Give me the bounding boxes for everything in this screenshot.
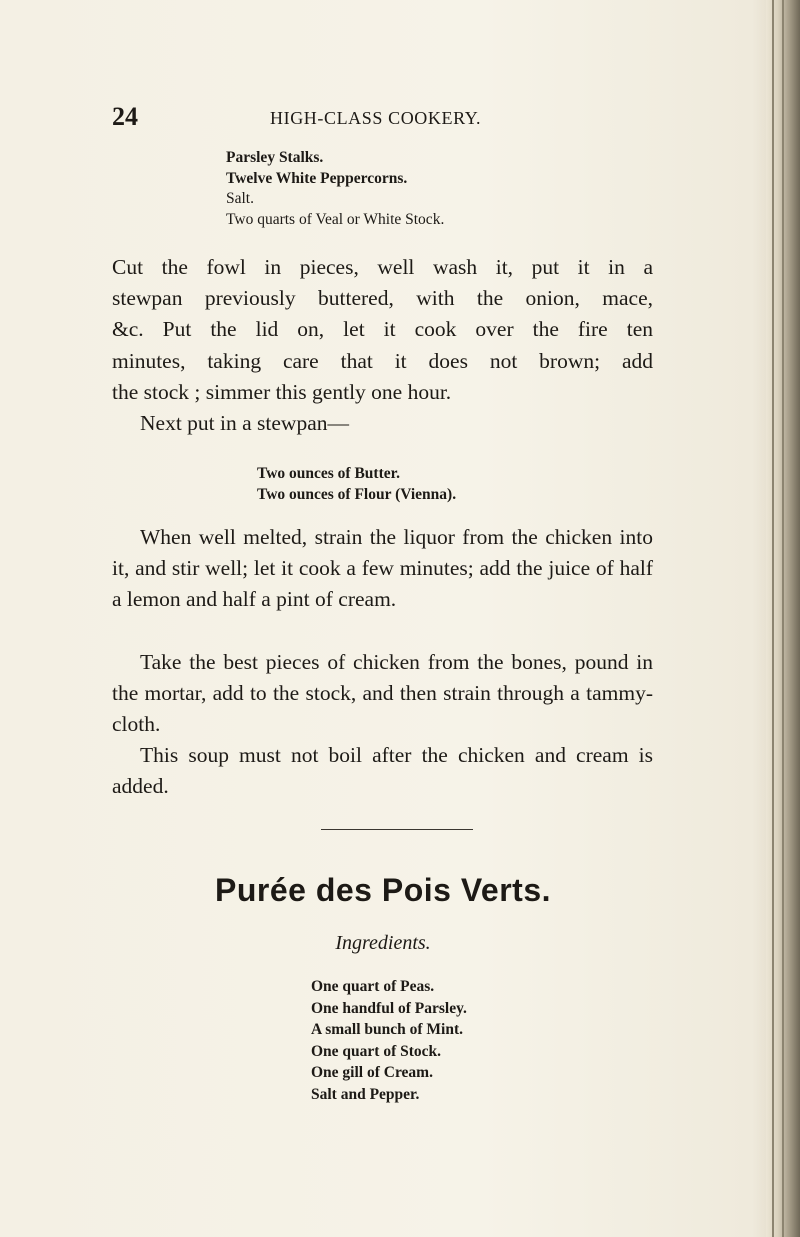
ingredient-item: One quart of Peas. (311, 978, 435, 995)
edge-line (772, 0, 774, 1237)
running-head: HIGH-CLASS COOKERY. (270, 108, 482, 128)
edge-line (782, 0, 784, 1237)
ingredient-item: One quart of Stock. (311, 1042, 442, 1060)
paragraph-4: This soup must not boil after the chicken and cream is added. (112, 743, 653, 799)
section-divider (321, 829, 473, 830)
page-number: 24 (112, 102, 138, 131)
paragraph-line: the stock ; simmer this gently one hour. (112, 379, 452, 404)
ingredient-item: One handful of Parsley. (311, 999, 467, 1017)
binding-edge (766, 0, 800, 1237)
ingredient-item: Twelve White Peppercorns. (226, 169, 408, 187)
ingredient-item: One gill of Cream. (311, 1064, 433, 1081)
ingredients-heading: Ingredients. (335, 932, 431, 954)
paragraph-3: Take the best pieces of chicken from the bones, pound in the mortar, add to the stock, and then strain through a tammy-cloth. (112, 650, 653, 737)
page-header (112, 102, 522, 132)
ingredient-list-middle (257, 464, 456, 505)
recipe-ingredient-list (311, 976, 467, 1105)
ingredient-item: Two ounces of Flour (Vienna). (257, 485, 457, 503)
ingredient-list-top (226, 148, 444, 230)
paragraph-line: stewpan previously buttered, with the onion, mace, (112, 286, 653, 311)
ingredient-item: Salt and Pepper. (311, 1085, 420, 1103)
ingredient-item: Parsley Stalks. (226, 149, 324, 166)
ingredient-item: Salt. (226, 190, 254, 207)
paragraph-line: Next put in a stewpan— (140, 411, 349, 436)
ingredient-item: Two quarts of Veal or White Stock. (226, 210, 445, 228)
recipe-title: Purée des Pois Verts. (215, 872, 551, 908)
paragraph-line: &c. Put the lid on, let it cook over the fire ten (112, 317, 653, 342)
ingredient-item: A small bunch of Mint. (311, 1021, 464, 1038)
paragraph-line: Cut the fowl in pieces, well wash it, put it in a (112, 255, 653, 279)
ingredient-item: Two ounces of Butter. (257, 465, 400, 482)
paragraph-2: When well melted, strain the liquor from the chicken into it, and stir well; let it cook a few minutes; add the juice of half a lemon and half a pint of cream. (112, 525, 653, 612)
paragraph-1 (112, 252, 653, 439)
paragraph-line: minutes, taking care that it does not brown; add (112, 348, 653, 373)
